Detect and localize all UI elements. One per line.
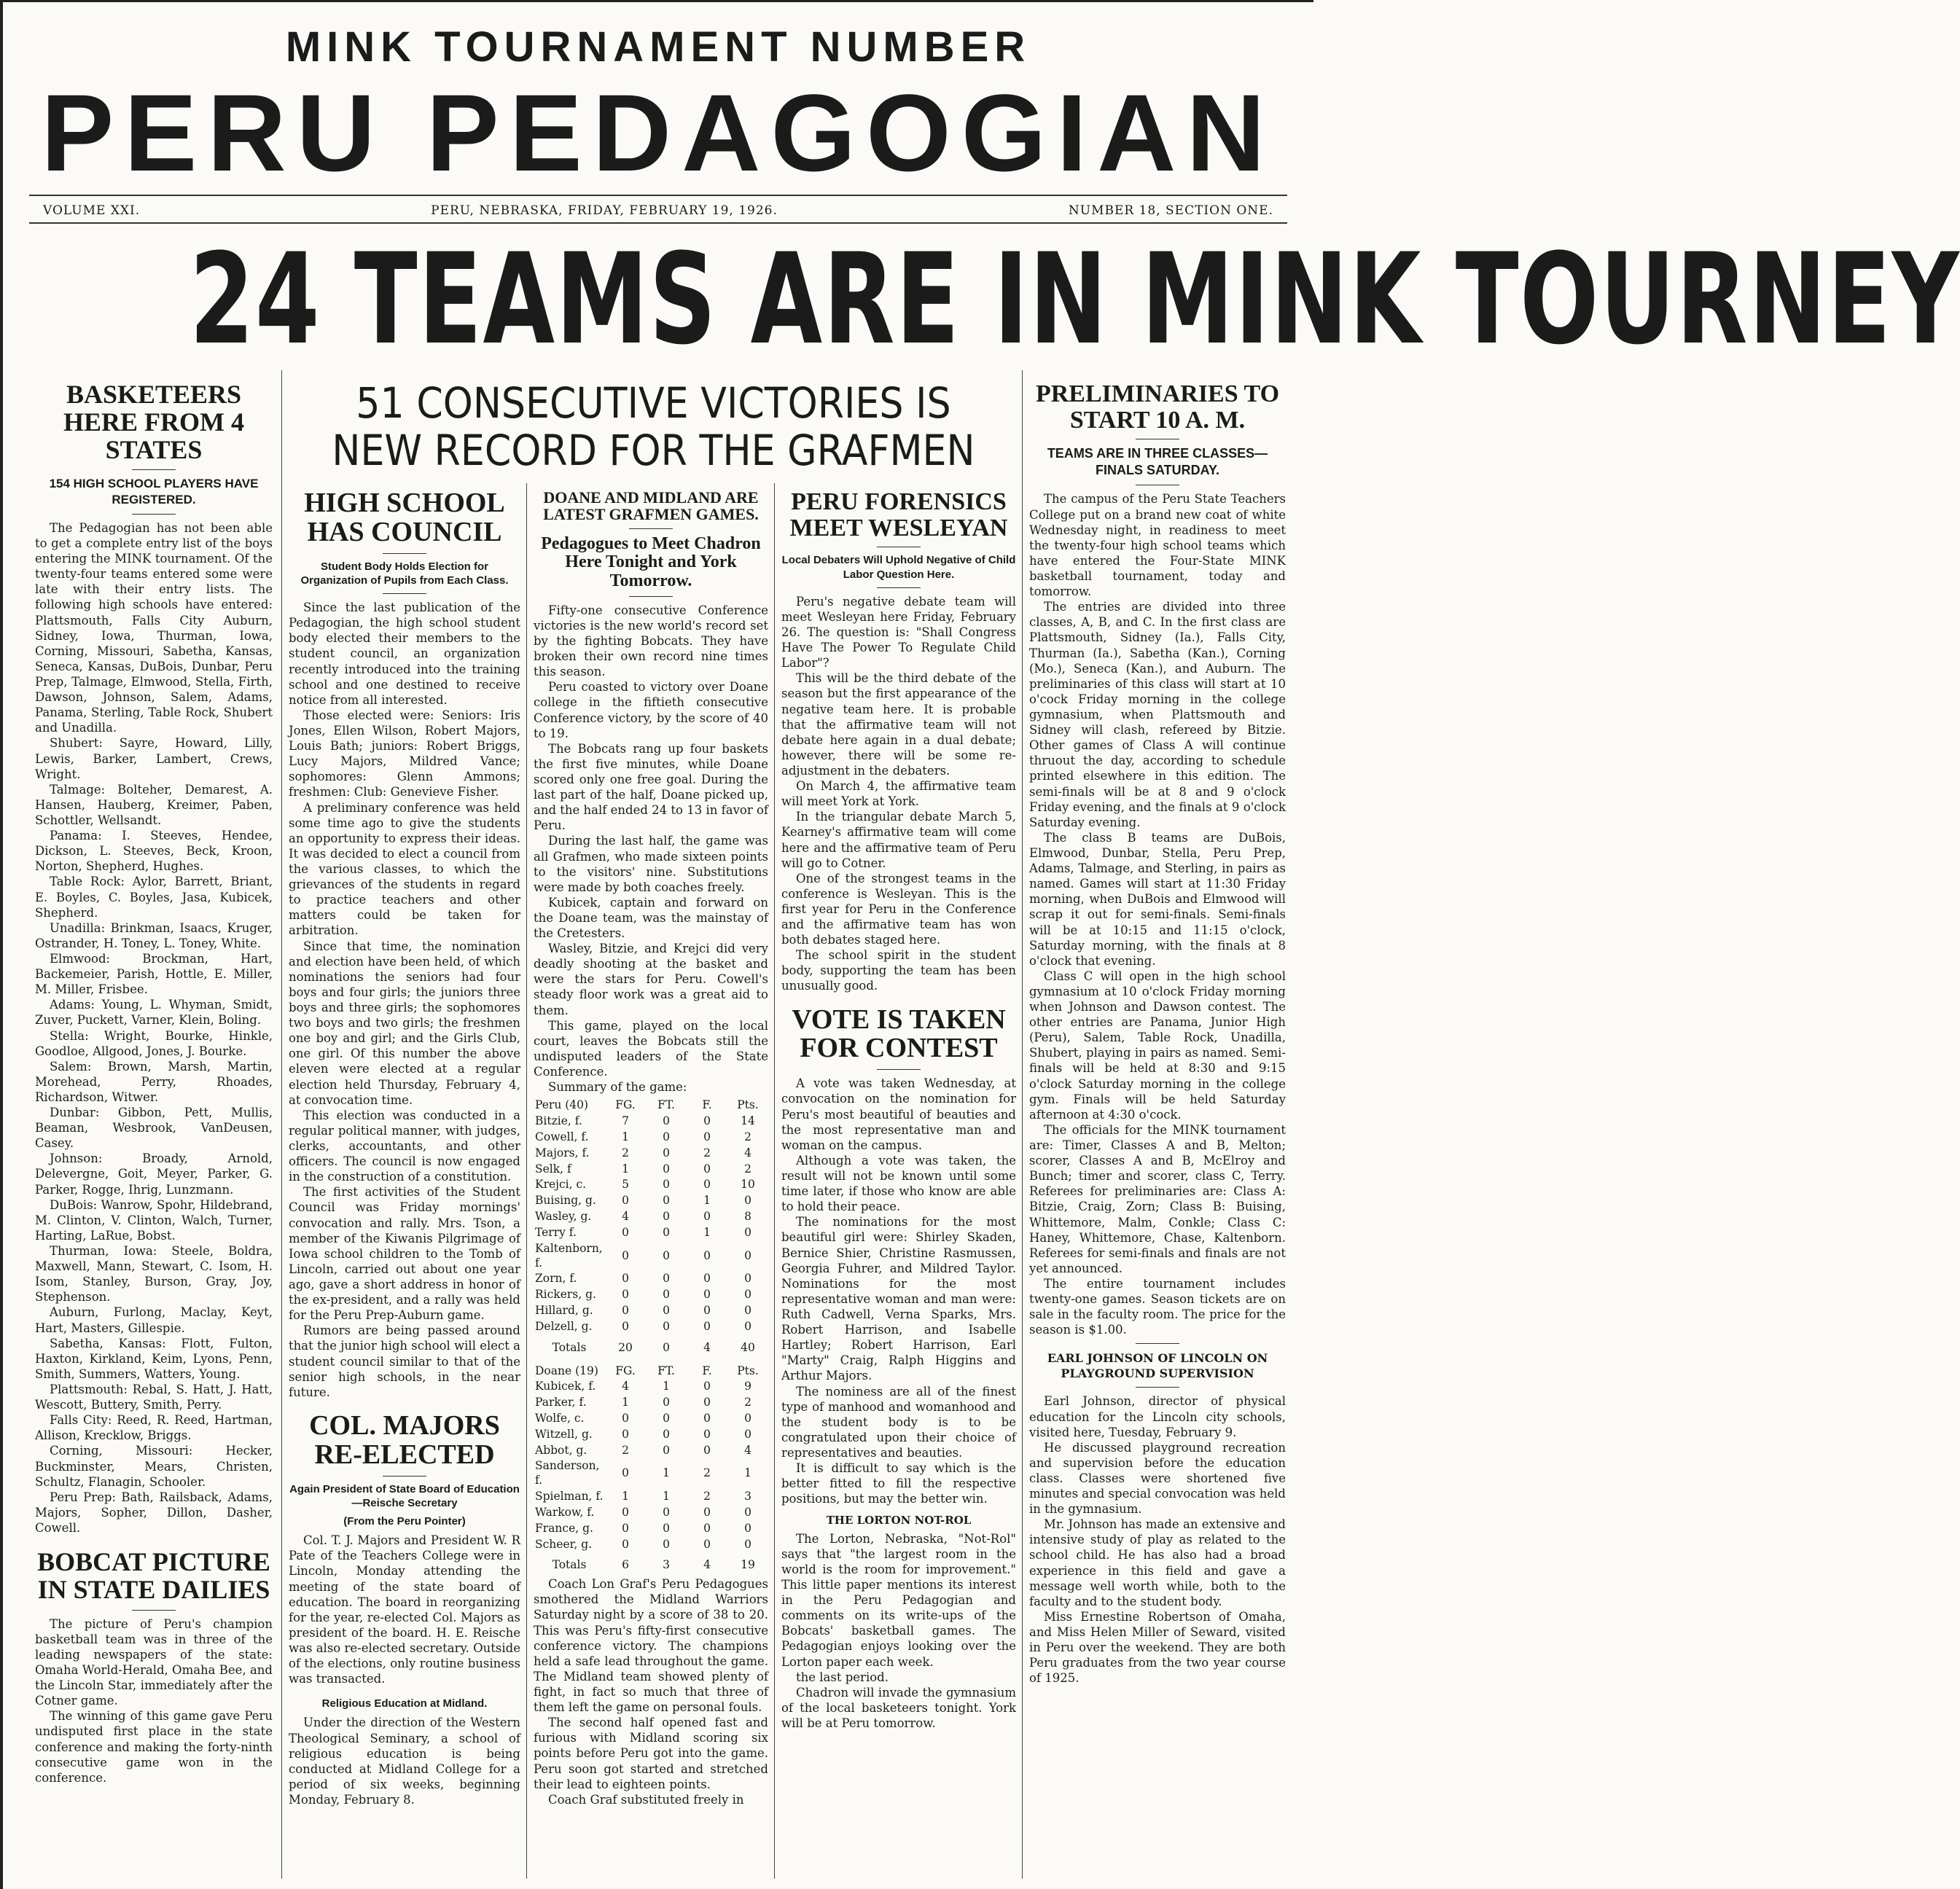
box-score-cell: 0 [622,1411,629,1425]
box-score-cell: 2 [703,1490,711,1503]
box-score-row [534,1411,768,1427]
divider [877,587,921,588]
paragraph: Table Rock: Aylor, Barrett, Briant, E. Boyles, C. Boyles, Jasa, Kubicek, Shepherd. [35,875,273,920]
box-score-cell: 0 [703,1248,711,1262]
paragraph: Peru Prep: Bath, Railsback, Adams, Majors, Sopher, Dillon, Dasher, Cowell. [35,1490,273,1535]
box-score-cell: Scheer, g. [535,1537,593,1551]
subhead-classes: TEAMS ARE IN THREE CLASSES—FINALS SATURDAY. [1047,446,1268,478]
headline-earl-johnson: EARL JOHNSON OF LINCOLN ON PLAYGROUND SUPERVISION [1047,1351,1268,1380]
box-header-cell: Doane (19) [535,1364,598,1377]
headline-vote-contest: VOTE IS TAKEN FOR CONTEST [792,1004,1006,1064]
box-score-body [534,1379,768,1573]
box-score-cell: 2 [703,1466,711,1480]
paragraph: Stella: Wright, Bourke, Hinkle, Goodloe, Allgood, Jones, J. Bourke. [35,1028,273,1058]
box-score-cell: 5 [622,1178,629,1192]
paragraph: Johnson: Broady, Arnold, Delevergne, Goit, Meyer, Parker, G. Parker, Rogge, Ihrig, Lunzmann. [35,1151,273,1197]
paragraph: Peru coasted to victory over Doane college in the fiftieth consecutive Conference victory, by the score of 40 to 19. [534,680,768,740]
headline-religious-education: Religious Education at Midland. [321,1697,488,1710]
box-score-cell: Witzell, g. [535,1427,593,1441]
box-score-cell: 0 [703,1178,711,1192]
box-score-row [534,1505,768,1521]
divider [1136,1343,1179,1344]
box-score-cell: 0 [703,1272,711,1286]
paragraph: Class C will open in the high school gymnasium at 10 o'clock Friday morning when Johnson and Dawson contest. The other entries are Panama, Junior High (Peru), Salem, Table Rock, Unadilla, Shubert, playing in pairs as named. Semi-finals will be held at 8:30 and 9:15 o'clock Saturday morning in the college gym. Finals will be held Saturday afternoon at 4:30 o'cock. [1029,969,1286,1122]
box-score-total-cell: 4 [703,1340,711,1354]
box-score-cell: 0 [703,1114,711,1128]
byline: (From the Peru Pointer) [343,1515,466,1528]
headline-doane-midland: DOANE AND MIDLAND ARE LATEST GRAFMEN GAMES. [543,488,759,524]
box-score-cell: Zorn, f. [535,1272,577,1286]
subhead-chadron: Pedagogues to Meet Chadron Here Tonight and York Tomorrow. [541,534,761,590]
box-score-cell: 14 [741,1114,755,1128]
box-score-header [534,1364,768,1380]
paragraph: The class B teams are DuBois, Elmwood, Dunbar, Stella, Peru Prep, Adams, Talmage, and Sterling, in pairs as named. Games will start at 11:30 Friday morning, when DuBois and Elmwood will scrap it out for semi-finals. Semi-finals will be at 10:15 and 11:15 o'clock, Saturday morning, with the finals at 8 o'clock that evening. [1029,830,1286,968]
box-header-cell: FT. [657,1098,675,1112]
paragraph: Auburn, Furlong, Maclay, Keyt, Hart, Masters, Gillespie. [35,1305,273,1335]
divider [132,469,176,470]
box-score-cell: 4 [622,1210,629,1224]
paragraph: Salem: Brown, Marsh, Martin, Morehead, Perry, Rhoades, Richardson, Witwer. [35,1059,273,1104]
box-score-cell: Majors, f. [535,1146,590,1159]
box-score-cell: 0 [744,1248,751,1262]
box-score-row [534,1177,768,1193]
paragraph: The winning of this game gave Peru undisputed first place in the state conference and making the forty-ninth consecutive game won in the conference. [35,1709,273,1785]
box-score-cell: France, g. [535,1521,593,1535]
column-divider [526,483,527,1879]
column-divider [774,483,775,1879]
box-score-cell: 0 [703,1162,711,1176]
box-score-cell: 0 [663,1505,670,1519]
box-header-cell: F. [702,1098,712,1112]
box-score-cell: 0 [622,1521,629,1535]
box-header-cell: Pts. [737,1098,759,1112]
paragraph: On March 4, the affirmative team will meet York at York. [781,779,1016,809]
box-score-cell: 0 [663,1225,670,1239]
box-score-cell: Kubicek, f. [535,1380,596,1393]
paragraph: Kubicek, captain and forward on the Doane team, was the mainstay of the Cretesters. [534,895,768,941]
box-score-body [534,1114,768,1356]
special-number: MINK TOURNAMENT NUMBER [285,23,1031,71]
box-score-total-cell: 6 [622,1558,629,1572]
paragraph: The officials for the MINK tournament are: Timer, Classes A and B, Melton; scorer, Classes A and B, McElroy and Bunch; timer and scorer, class C, Terry. Referees for preliminaries are: Class A: Bitzie, Craig, Zorn; Class B: Buising, Whittemore, Malm, Conkle; Class C: Haney, Whittemore, Chase, Kaltenborn. Referees for semi-finals and finals are not yet announced. [1029,1122,1286,1275]
divider [383,553,426,554]
box-score-cell: 0 [703,1427,711,1441]
box-score-cell: 0 [663,1443,670,1457]
column-divider [281,370,282,1879]
box-score-cell: 2 [744,1162,751,1176]
box-score-total-cell: 19 [741,1558,755,1572]
masthead-rule-bottom [29,222,1287,224]
box-score-cell: 1 [663,1380,670,1393]
box-score-cell: 0 [744,1537,751,1551]
box-score-cell: 0 [703,1411,711,1425]
headline-high-school-council: HIGH SCHOOL HAS COUNCIL [304,488,505,547]
paragraph: Talmage: Bolteher, Demarest, A. Hansen, Hauberg, Kreimer, Paben, Schottler, Wellsandt. [35,782,273,827]
box-score-row [534,1193,768,1209]
paragraph: The Lorton, Nebraska, "Not-Rol" says that "the largest room in the world is the room for improvement." This little paper mentions its interest in the Peru Pedagogian and comments on its write-ups of the Bobcats' basketball games. The Pedagogian enjoys looking over the Lorton paper each week. [781,1531,1016,1669]
subhead-council: Student Body Holds Election for Organization of Pupils from Each Class. [300,560,509,587]
box-score-cell: 0 [622,1427,629,1441]
box-score-cell: 0 [663,1427,670,1441]
paragraph: The first activities of the Student Council was Friday mornings' convocation and rally. Mrs. Tson, a member of the Kiwanis Pilgrimage of Iowa school children to the Tomb of Lincoln, carried out about one year ago, gave a short address in honor of the ex-president, and a rally was held for the Peru Prep-Auburn game. [289,1185,520,1323]
paragraph: Coach Lon Graf's Peru Pedagogues smothered the Midland Warriors Saturday night by a score of 38 to 20. This was Peru's fifty-first consecutive conference victory. The champions held a safe lead throughout the game. The Midland team showed plenty of fight, in fact so much that three of them left the game on personal fouls. [534,1577,768,1715]
box-score-cell: 0 [744,1427,751,1441]
box-score-row [534,1458,768,1489]
paragraph: Miss Ernestine Robertson of Omaha, and Miss Helen Miller of Seward, visited in Peru over the weekend. They are both Peru graduates from the two year course of 1925. [1029,1609,1286,1686]
masthead-title: PERU PEDAGOGIAN [41,71,1276,194]
box-score-row [534,1489,768,1505]
box-score-cell: 0 [622,1466,629,1480]
paragraph: The picture of Peru's champion basketball team was in three of the leading newspapers of the state: Omaha World-Herald, Omaha Bee, and the Lincoln Star, immediately after the Cotner game. [35,1616,273,1708]
column-divider [1022,370,1023,1879]
divider [629,528,673,529]
box-header-cell: F. [702,1364,712,1377]
box-score-cell: 0 [622,1319,629,1333]
box-score-cell: 0 [744,1319,751,1333]
box-score-cell: Warkow, f. [535,1505,595,1519]
divider [383,1476,426,1477]
paragraph: A preliminary conference was held some time ago to give the students an opportunity to express their ideas. It was decided to elect a council from the various classes, to which the grievances of the students in regard to practice teachers and other matters could be taken for arbitration. [289,800,520,938]
issue-number: NUMBER 18, SECTION ONE. [1068,203,1273,218]
paragraph: A vote was taken Wednesday, at convocation on the nomination for Peru's most beautiful of beauties and the most representative man and woman on the campus. [781,1076,1016,1152]
box-score-cell: 0 [744,1411,751,1425]
paragraph: Chadron will invade the gymnasium of the local basketeers tonight. York will be at Peru tomorrow. [781,1685,1016,1730]
box-score-cell: Terry f. [535,1225,577,1239]
doane-box-score [534,1364,768,1574]
box-score-cell: 1 [622,1162,629,1176]
box-score-cell: 0 [622,1537,629,1551]
box-score-row [534,1521,768,1537]
box-score-cell: 0 [622,1194,629,1208]
paragraph: DuBois: Wanrow, Spohr, Hildebrand, M. Clinton, V. Clinton, Walch, Turner, Harting, LaRue, Bobst. [35,1197,273,1243]
box-score-cell: 0 [622,1288,629,1302]
subhead-debaters: Local Debaters Will Uphold Negative of Child Labor Question Here. [781,554,1016,581]
banner-headline: 24 TEAMS ARE IN MINK TOURNEY [189,226,1960,372]
box-score-cell: 0 [744,1304,751,1318]
box-score-cell: 2 [744,1130,751,1143]
paragraph: Summary of the game: [548,1080,687,1095]
box-score-row [534,1130,768,1146]
box-score-cell: Abbot, g. [535,1443,587,1457]
paragraph: This will be the third debate of the season but the first appearance of the negative team here. It is probable that the affirmative team will not debate here again in a dual debate; however, there will be some re-adjustment in the debaters. [781,671,1016,778]
box-score-cell: Sanderson, f. [535,1459,600,1487]
box-score-cell: 0 [703,1380,711,1393]
box-score-cell: 0 [622,1225,629,1239]
box-score-cell: Cowell, f. [535,1130,589,1143]
box-score-total-cell: Totals [552,1558,587,1572]
divider [383,593,426,594]
box-score-row [534,1225,768,1241]
divider [1136,1387,1179,1388]
box-score-cell: Wolfe, c. [535,1411,585,1425]
box-score-cell: Delzell, g. [535,1319,593,1333]
paragraph: The campus of the Peru State Teachers College put on a brand new coat of white Wednesday night, in readiness to meet the twenty-four high school teams which have entered the Four-State MINK basketball tournament, today and tomorrow. [1029,492,1286,599]
box-score-cell: Spielman, f. [535,1490,604,1503]
box-score-totals [534,1552,768,1573]
box-header-cell: Peru (40) [535,1098,589,1112]
paragraph: Panama: I. Steeves, Hendee, Dickson, L. Steeves, Beck, Kroon, Norton, Shepherd, Hughes. [35,829,273,874]
paragraph: Peru's negative debate team will meet Wesleyan here Friday, February 26. The question is: "Shall Congress Have The Power To Regulate Child Labor"? [781,594,1016,670]
box-score-cell: 0 [622,1272,629,1286]
box-score-row [534,1379,768,1395]
paragraph: Wasley, Bitzie, and Krejci did very deadly shooting at the basket and were the stars for Peru. Cowell's steady floor work was a great aid to them. [534,942,768,1017]
box-score-cell: Rickers, g. [535,1288,596,1302]
box-score-cell: 0 [663,1130,670,1143]
paragraph: During the last half, the game was all Grafmen, who made sixteen points to the visitors' nine. Substitutions were made by both coaches freely. [534,834,768,894]
box-score-cell: 9 [744,1380,751,1393]
box-score-cell: 3 [744,1490,751,1503]
box-score-cell: 0 [663,1411,670,1425]
box-score-total-cell: 4 [703,1558,711,1572]
divider [132,1610,176,1611]
paragraph: Those elected were: Seniors: Iris Jones, Ellen Wilson, Robert Majors, Louis Bath; juniors: Robert Briggs, Lucy Majors, Mildred Vance; sophomores: Glenn Ammons; freshmen: Club: Genevieve Fisher. [289,708,520,799]
box-score-cell: 4 [744,1146,751,1159]
paragraph: Unadilla: Brinkman, Isaacs, Kruger, Ostrander, H. Toney, L. Toney, White. [35,920,273,950]
paragraph: The Bobcats rang up four baskets the first five minutes, while Doane scored only one free goal. During the last part of the half, Doane picked up, and the half ended 24 to 13 in favor of Peru. [534,741,768,833]
paragraph: Corning, Missouri: Hecker, Buckminster, Mears, Christen, Schultz, Flanagin, Schooler. [35,1444,273,1489]
box-score-row [534,1319,768,1335]
box-score-cell: Buising, g. [535,1194,596,1208]
box-score-cell: Bitzie, f. [535,1114,582,1128]
paragraph: Earl Johnson, director of physical education for the Lincoln city schools, visited here, Tuesday, February 9. [1029,1394,1286,1439]
column-2 [289,489,520,1881]
box-score-cell: 2 [744,1396,751,1409]
paragraph: Dunbar: Gibbon, Pett, Mullis, Beaman, Wesbrook, VanDeusen, Casey. [35,1106,273,1151]
paragraph: Since the last publication of the Pedagogian, the high school student body elected their members to the student council, an organization recently introduced into the training school and one destined to receive notice from all interested. [289,601,520,707]
box-score-cell: 0 [703,1443,711,1457]
box-score-cell: 1 [703,1194,711,1208]
paragraph: Col. T. J. Majors and President W. R Pate of the Teachers College were in Lincoln, Monday attending the meeting of the state board of education. The board in reorganizing for the year, re-elected Col. Majors as president of the board. H. E. Reische was also re-elected secretary. Outside of the elections, only routine business was transacted. [289,1533,520,1686]
box-score-cell: 1 [622,1490,629,1503]
dateline [43,203,1273,218]
box-score-row [534,1209,768,1225]
box-score-cell: 1 [663,1490,670,1503]
box-score-cell: 0 [703,1521,711,1535]
box-score-cell: Hillard, g. [535,1304,593,1318]
divider [132,514,176,515]
box-score-cell: 0 [663,1248,670,1262]
column-3 [534,489,768,1881]
subhead-majors: Again President of State Board of Education—Reische Secretary [289,1482,520,1509]
paragraph: Fifty-one consecutive Conference victories is the new world's record set by the fighting Bobcats. They have broken their own record nine times this season. [534,603,768,679]
box-score-cell: 0 [703,1537,711,1551]
paragraph: Since that time, the nomination and election have been held, of which nominations the seniors had four boys and four girls; the juniors three boys and three girls; the sophomores two boys and two girls; the freshmen one boy and girl; and the Girls Club, one girl. Of this number the above eleven were elected at a regular election held Thursday, February 4, at convocation time. [289,939,520,1107]
box-score-total-cell: 40 [741,1340,755,1354]
paragraph: Falls City: Reed, R. Reed, Hartman, Allison, Krecklow, Briggs. [35,1413,273,1443]
box-score-cell: Parker, f. [535,1396,587,1409]
box-header-cell: FT. [657,1364,675,1377]
box-score-total-cell: Totals [552,1340,587,1354]
headline-preliminaries: PRELIMINARIES TO START 10 A. M. [1035,380,1280,434]
box-header-cell: FG. [615,1364,636,1377]
paragraph: Sabetha, Kansas: Flott, Fulton, Haxton, Kirkland, Keim, Lyons, Penn, Smith, Summers, Watters, Young. [35,1336,273,1381]
paragraph: The second half opened fast and furious with Midland scoring six points before Peru got into the game. Peru soon got started and stretched their lead to eighteen points. [534,1716,768,1791]
box-score-cell: 0 [663,1210,670,1224]
box-score-cell: 1 [703,1225,711,1239]
box-score-cell: 0 [663,1537,670,1551]
paragraph: The nominess are all of the finest type of manhood and womanhood and the student body is to be congratulated upon their choice of representatives and beauties. [781,1384,1016,1460]
box-score-row [534,1287,768,1303]
box-score-cell: 0 [663,1178,670,1192]
box-score-cell: 1 [622,1396,629,1409]
subhead-players: 154 HIGH SCHOOL PLAYERS HAVE REGISTERED. [49,477,259,507]
box-score-total-cell: 3 [663,1558,670,1572]
paragraph: The entire tournament includes twenty-one games. Season tickets are on sale in the faculty room. The price for the season is $1.00. [1029,1277,1286,1337]
paragraph: He discussed playground recreation and supervision before the education class. Classes were shortened five minutes and special convocation was held in the gymnasium. [1029,1440,1286,1517]
divider [629,596,673,597]
box-score-cell: 0 [663,1288,670,1302]
divider [877,1069,921,1070]
box-score-cell: Kaltenborn, f. [535,1241,603,1270]
box-score-cell: 0 [744,1521,751,1535]
box-score-cell: 0 [622,1505,629,1519]
paragraph: This election was conducted in a regular political manner, with judges, clerks, accountants, and other officers. The council is now engaged in the construction of a constitution. [289,1108,520,1184]
paragraph: The entries are divided into three classes, A, B, and C. In the first class are Plattsmouth, Sidney (Ia.), Falls City, Thurman (Ia.), Sabetha (Kan.), Corning (Mo.), Seneca (Kan.), and Auburn. The preliminaries of this class will start at 10 o'cock Friday morning in the college gymnasium, when Plattsmouth and Sidney will clash, refereed by Bitzie. Other games of Class A will continue thruout the day, according to schedule printed elsewhere in this edition. The semi-finals will be at 8 and 9 o'clock Friday evening, and the finals at 9 o'clock Saturday evening. [1029,600,1286,829]
paragraph: This game, played on the local court, leaves the Bobcats still the undisputed leaders of the State Conference. [534,1018,768,1079]
headline-lorton: THE LORTON NOT-ROL [826,1514,972,1528]
date: PERU, NEBRASKA, FRIDAY, FEBRUARY 19, 1926. [431,203,778,218]
column-1 [35,381,273,1882]
box-score-total-cell: 0 [663,1340,670,1354]
box-score-cell: Selk, f [535,1162,571,1176]
paragraph: Under the direction of the Western Theological Seminary, a school of religious education is being conducted at Midland College for a period of six weeks, beginning Monday, February 8. [289,1716,520,1807]
paragraph: Elmwood: Brockman, Hart, Backemeier, Parish, Hottle, E. Miller, M. Miller, Frisbee. [35,951,273,997]
box-score-cell: 0 [744,1505,751,1519]
box-score-cell: 0 [663,1272,670,1286]
box-score-row [534,1146,768,1162]
box-score-cell: 2 [703,1146,711,1159]
paragraph: The nominations for the most beautiful girl were: Shirley Skaden, Bernice Shier, Christine Rasmussen, Georgia Fuhrer, and Mildred Taylor. Nominations for the most representative woman and man were: Ruth Cadwell, Verna Sparks, Mrs. Robert Harrison, and Isabelle Hartley; Robert Harrison, Earl "Marty" Craig, Ralph Higgins and Arthur Majors. [781,1215,1016,1383]
box-score-row [534,1537,768,1553]
box-score-cell: 0 [703,1319,711,1333]
paragraph: Although a vote was taken, the result will not be known until some time later, if those who know are able to hold their peace. [781,1153,1016,1214]
paragraph: In the triangular debate March 5, Kearney's affirmative team will come here and the affirmative team of Peru will go to Cotner. [781,810,1016,870]
box-score-cell: 1 [663,1466,670,1480]
paragraph: Coach Graf substituted freely in [548,1792,744,1807]
paragraph: The Pedagogian has not been able to get a complete entry list of the boys entering the MINK tournament. Of the twenty-four teams entered some were late with their entry lists. The following high schools have entered: Plattsmouth, Falls City Auburn, Sidney, Iowa, Thurman, Iowa, Corning, Missouri, Sabetha, Kansas, Seneca, Kansas, DuBois, Dunbar, Peru Prep, Talmage, Elmwood, Stella, Firth, Dawson, Johnson, Salem, Adams, Panama, Sterling, Table Rock, Shubert and Unadilla. [35,520,273,735]
box-score-cell: 0 [663,1194,670,1208]
headline-bobcat-picture: BOBCAT PICTURE IN STATE DAILIES [37,1547,270,1604]
box-score-cell: 0 [703,1396,711,1409]
headline-col-majors: COL. MAJORS RE-ELECTED [309,1409,500,1470]
box-score-cell: 2 [622,1443,629,1457]
paragraph: the last period. [796,1670,889,1684]
box-score-cell: 0 [622,1248,629,1262]
box-score-cell: 7 [622,1114,629,1128]
box-score-cell: 0 [622,1304,629,1318]
box-score-cell: 0 [744,1288,751,1302]
box-score-cell: 2 [622,1146,629,1159]
box-score-cell: 4 [622,1380,629,1393]
box-score-cell: Krejci, c. [535,1178,587,1192]
box-score-cell: 0 [703,1130,711,1143]
box-score-cell: 0 [703,1304,711,1318]
box-score-cell: Wasley, g. [535,1210,592,1224]
box-score-cell: 0 [663,1146,670,1159]
paragraph: Shubert: Sayre, Howard, Lilly, Lewis, Barker, Lambert, Crews, Wright. [35,736,273,781]
headline-basketeers: BASKETEERS HERE FROM 4 STATES [63,380,244,464]
paragraph: Plattsmouth: Rebal, S. Hatt, J. Hatt, Wescott, Buttery, Smith, Perry. [35,1382,273,1412]
box-score-cell: 0 [744,1225,751,1239]
record-headline: 51 CONSECUTIVE VICTORIES IS NEW RECORD FOR THE GRAFMEN [332,378,975,475]
paragraph: Thurman, Iowa: Steele, Boldra, Maxwell, Mann, Stewart, C. Isom, H. Isom, Stanley, Burson, Gray, Joy, Stephenson. [35,1244,273,1305]
box-score-cell: 4 [744,1443,751,1457]
box-score-row [534,1427,768,1443]
masthead-rule-top [29,195,1287,196]
box-score-row [534,1271,768,1287]
box-header-cell: FG. [615,1098,636,1112]
box-score-row [534,1162,768,1178]
headline-forensics: PERU FORENSICS MEET WESLEYAN [789,488,1008,541]
box-score-cell: 0 [663,1319,670,1333]
box-score-cell: 0 [663,1162,670,1176]
peru-box-score [534,1098,768,1356]
box-score-header [534,1098,768,1114]
box-score-cell: 0 [703,1288,711,1302]
column-4 [781,489,1016,1881]
box-score-row [534,1395,768,1411]
box-score-cell: 0 [663,1304,670,1318]
paragraph: Mr. Johnson has made an extensive and intensive study of play as related to the school child. He has also had a broad experience in this field and gave a message well worth while, both to the faculty and to the student body. [1029,1517,1286,1608]
box-score-cell: 0 [703,1505,711,1519]
box-score-cell: 8 [744,1210,751,1224]
paragraph: One of the strongest teams in the conference is Wesleyan. This is the first year for Peru in the Conference and the affirmative team has won both debates staged here. [781,871,1016,947]
box-score-totals [534,1335,768,1356]
column-5 [1029,381,1286,1882]
box-score-cell: 1 [744,1466,751,1480]
box-score-cell: 0 [744,1272,751,1286]
volume: VOLUME XXI. [43,203,141,218]
box-score-cell: 0 [703,1210,711,1224]
box-score-cell: 1 [622,1130,629,1143]
box-score-cell: 10 [741,1178,755,1192]
box-header-cell: Pts. [737,1364,759,1377]
box-score-cell: 0 [663,1396,670,1409]
paragraph: The school spirit in the student body, supporting the team has been unusually good. [781,948,1016,993]
box-score-row [534,1303,768,1319]
box-score-row [534,1443,768,1459]
box-score-total-cell: 20 [618,1340,633,1354]
paragraph: Adams: Young, L. Whyman, Smidt, Zuver, Puckett, Varner, Klein, Boling. [35,998,273,1028]
paragraph: Rumors are being passed around that the junior high school will elect a student council similar to that of the senior high schools, in the near future. [289,1323,520,1399]
box-score-cell: 0 [663,1521,670,1535]
box-score-cell: 0 [663,1114,670,1128]
box-score-row [534,1114,768,1130]
box-score-cell: 0 [744,1194,751,1208]
paragraph: It is difficult to say which is the better fitted to fill the respective positions, but may the better win. [781,1461,1016,1506]
box-score-row [534,1241,768,1272]
